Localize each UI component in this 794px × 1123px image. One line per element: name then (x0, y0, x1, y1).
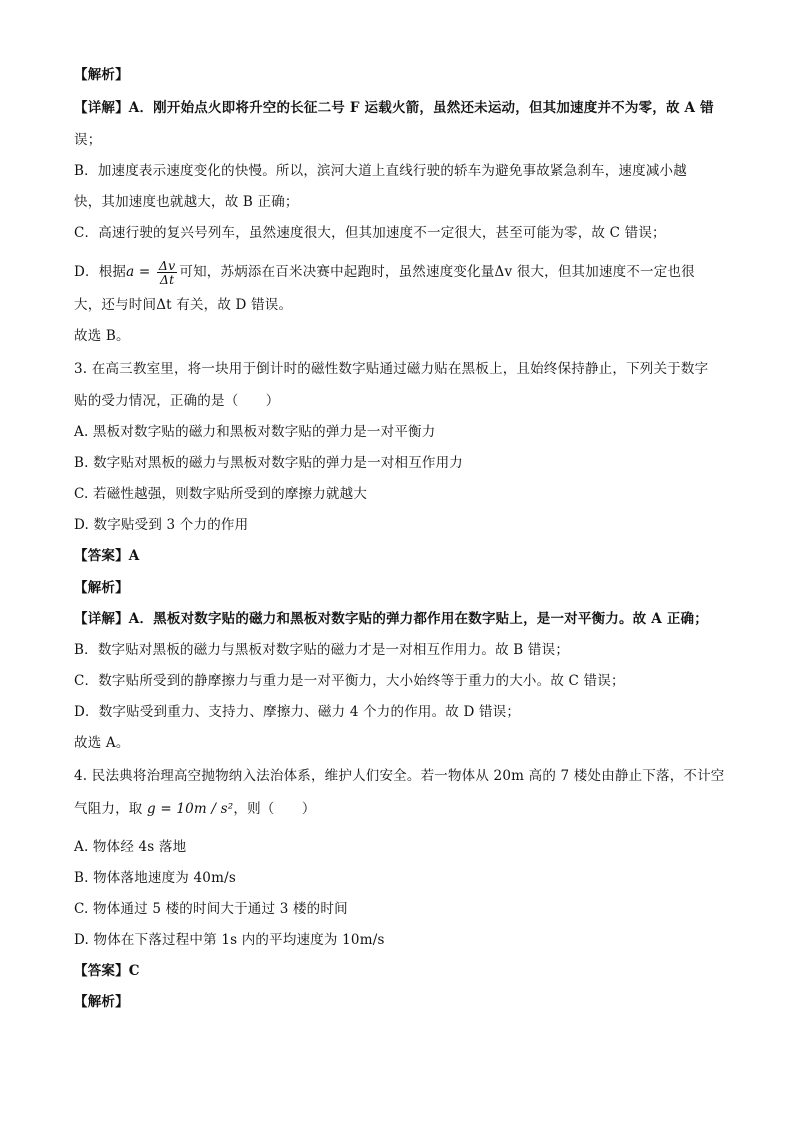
text-line: C. 若磁性越强，则数字贴所受到的摩擦力就越大 (74, 486, 368, 502)
formula-line-g (74, 800, 316, 818)
text-line: C．数字贴所受到的静摩擦力与重力是一对平衡力，大小始终等于重力的大小。故 C 错误； (74, 673, 625, 689)
text-line: D. 数字贴受到 3 个力的作用 (74, 517, 249, 533)
text-line: A. 物体经 4s 落地 (74, 839, 187, 855)
text-line: 【解析】 (74, 67, 129, 83)
text-line: B. 数字贴对黑板的磁力与黑板对数字贴的弹力是一对相互作用力 (74, 455, 464, 471)
text-line: 【答案】A (74, 548, 140, 564)
text-line: 4. 民法典将治理高空抛物纳入法治体系，维护人们安全。若一物体从 20m 高的 7 楼处由静止下落，不计空 (74, 768, 725, 784)
text-line: D．数字贴受到重力、支持力、摩擦力、磁力 4 个力的作用。故 D 错误； (74, 704, 521, 720)
text-line: 误； (74, 132, 102, 148)
formula-d-prefix: D．根据 (74, 264, 127, 280)
text-line: B. 物体落地速度为 40m/s (74, 870, 236, 886)
formula-g-prefix: 气阻力，取 (74, 801, 143, 817)
fraction-numerator: Δv (158, 258, 176, 273)
formula-line-d (74, 259, 695, 286)
formula-d-suffix: 可知，苏炳添在百米决赛中起跑时，虽然速度变化量Δv 很大，但其加速度不一定也很 (179, 264, 695, 280)
text-line: C. 物体通过 5 楼的时间大于通过 3 楼的时间 (74, 901, 348, 917)
text-line: 快，其加速度也就越大，故 B 正确； (74, 194, 299, 210)
text-line: 大，还与时间Δt 有关，故 D 错误。 (74, 297, 293, 313)
text-line: B．加速度表示速度变化的快慢。所以，滨河大道上直线行驶的轿车为避免事故紧急刹车，速度减小越 (74, 163, 687, 179)
text-line: 贴的受力情况，正确的是（ ） (74, 393, 280, 409)
formula-g: g = 10m / s² (147, 801, 234, 817)
text-line: 故选 B。 (74, 328, 130, 344)
fraction (157, 259, 178, 286)
text-line: 3. 在高三教室里，将一块用于倒计时的磁性数字贴通过磁力贴在黑板上，且始终保持静止，下列关于数字 (74, 361, 709, 377)
text-line: 【解析】 (74, 580, 129, 596)
text-line: 【详解】A．刚开始点火即将升空的长征二号 F 运载火箭，虽然还未运动，但其加速度并不为零，故 A 错 (74, 100, 714, 116)
text-line: 【详解】A．黑板对数字贴的磁力和黑板对数字贴的弹力都作用在数字贴上，是一对平衡力。故 A 正确； (74, 611, 708, 627)
text-line: D. 物体在下落过程中第 1s 内的平均速度为 10m/s (74, 932, 385, 948)
text-line: A. 黑板对数字贴的磁力和黑板对数字贴的弹力是一对平衡力 (74, 424, 436, 440)
fraction-denominator: Δt (159, 272, 175, 287)
text-line: C．高速行驶的复兴号列车，虽然速度很大，但其加速度不一定很大，甚至可能为零，故 C 错误； (74, 225, 666, 241)
text-line: 故选 A。 (74, 735, 130, 751)
formula-g-suffix: ，则（ ） (233, 801, 316, 817)
text-line: B．数字贴对黑板的磁力与黑板对数字贴的磁力才是一对相互作用力。故 B 错误； (74, 642, 570, 658)
text-line: 【答案】C (74, 963, 140, 979)
formula-d-lhs: a = (126, 264, 151, 280)
text-line: 【解析】 (74, 994, 129, 1010)
